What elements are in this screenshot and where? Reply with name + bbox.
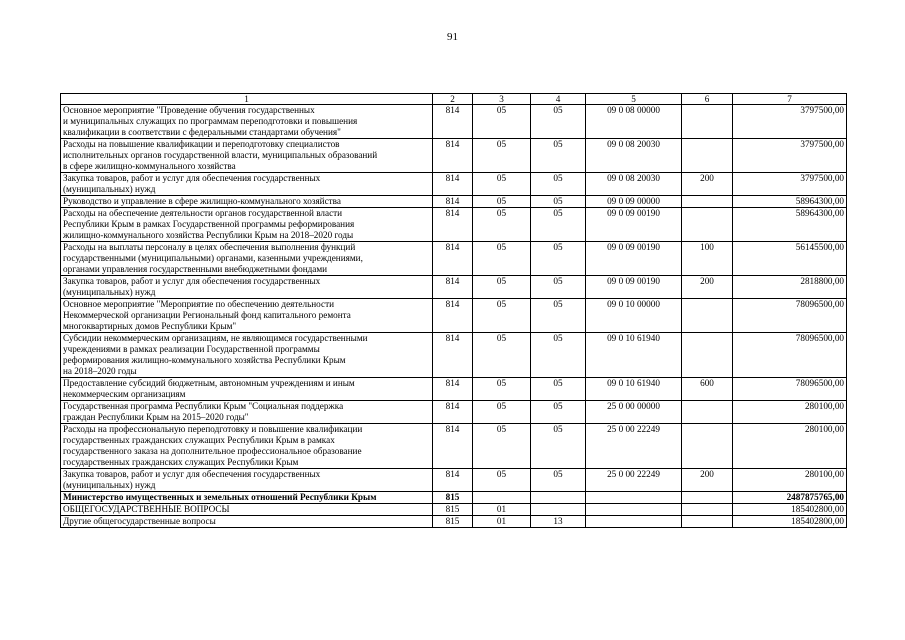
budget-table bbox=[60, 93, 847, 528]
table-row bbox=[61, 196, 847, 208]
table-row bbox=[61, 469, 847, 492]
section-cell: 05 bbox=[473, 469, 531, 492]
table-row bbox=[61, 139, 847, 173]
section-cell: 05 bbox=[473, 378, 531, 401]
target-article-cell: 25 0 00 22249 bbox=[586, 469, 682, 492]
row-name-cell: Расходы на повышение квалификации и переподготовку специалистов исполнительных органов государственной власти, муниципальных образований в сфере жилищно-коммунального хозяйства bbox=[61, 139, 433, 173]
section-cell: 05 bbox=[473, 242, 531, 276]
expense-type-cell bbox=[682, 424, 733, 469]
admin-code-cell: 814 bbox=[433, 105, 473, 139]
subsection-cell: 05 bbox=[531, 378, 586, 401]
target-article-cell: 09 0 08 20030 bbox=[586, 173, 682, 196]
admin-code-cell: 815 bbox=[433, 504, 473, 516]
section-cell: 05 bbox=[473, 401, 531, 424]
column-header: 7 bbox=[733, 94, 847, 105]
expense-type-cell bbox=[682, 139, 733, 173]
column-header: 4 bbox=[531, 94, 586, 105]
amount-cell: 280100,00 bbox=[733, 424, 847, 469]
subsection-cell: 05 bbox=[531, 242, 586, 276]
amount-cell: 78096500,00 bbox=[733, 378, 847, 401]
subsection-cell: 05 bbox=[531, 105, 586, 139]
row-name-cell: Закупка товаров, работ и услуг для обеспечения государственных (муниципальных) нужд bbox=[61, 469, 433, 492]
admin-code-cell: 814 bbox=[433, 424, 473, 469]
table-row bbox=[61, 242, 847, 276]
expense-type-cell: 100 bbox=[682, 242, 733, 276]
section-cell: 05 bbox=[473, 196, 531, 208]
subsection-cell: 05 bbox=[531, 469, 586, 492]
section-cell bbox=[473, 492, 531, 504]
subsection-cell: 05 bbox=[531, 299, 586, 333]
row-name-cell: Основное мероприятие "Проведение обучения государственных и муниципальных служащих по программам переподготовки и повышения квалификации в соответствии с федеральными стандартами обучения" bbox=[61, 105, 433, 139]
admin-code-cell: 814 bbox=[433, 196, 473, 208]
table-row bbox=[61, 208, 847, 242]
row-name-cell: Расходы на выплаты персоналу в целях обеспечения выполнения функций государственными (муниципальными) органами, казенными учреждениями, органами управления государственными внебюджетными фондами bbox=[61, 242, 433, 276]
section-cell: 05 bbox=[473, 139, 531, 173]
row-name-cell: Закупка товаров, работ и услуг для обеспечения государственных (муниципальных) нужд bbox=[61, 173, 433, 196]
table-row bbox=[61, 378, 847, 401]
expense-type-cell bbox=[682, 492, 733, 504]
amount-cell: 3797500,00 bbox=[733, 173, 847, 196]
admin-code-cell: 814 bbox=[433, 242, 473, 276]
table-row bbox=[61, 299, 847, 333]
section-cell: 01 bbox=[473, 516, 531, 528]
amount-cell: 58964300,00 bbox=[733, 196, 847, 208]
subsection-cell: 05 bbox=[531, 276, 586, 299]
table-row bbox=[61, 492, 847, 504]
target-article-cell: 09 0 08 20030 bbox=[586, 139, 682, 173]
admin-code-cell: 814 bbox=[433, 401, 473, 424]
expense-type-cell bbox=[682, 105, 733, 139]
admin-code-cell: 814 bbox=[433, 139, 473, 173]
table-row bbox=[61, 276, 847, 299]
expense-type-cell bbox=[682, 196, 733, 208]
expense-type-cell bbox=[682, 208, 733, 242]
amount-cell: 185402800,00 bbox=[733, 504, 847, 516]
column-header: 3 bbox=[473, 94, 531, 105]
row-name-cell: Расходы на обеспечение деятельности органов государственной власти Республики Крым в рамках Государственной программы реформирования жилищно-коммунального хозяйства Республики Крым на 2018–2020 годы bbox=[61, 208, 433, 242]
subsection-cell: 05 bbox=[531, 333, 586, 378]
row-name-cell: ОБЩЕГОСУДАРСТВЕННЫЕ ВОПРОСЫ bbox=[61, 504, 433, 516]
subsection-cell: 13 bbox=[531, 516, 586, 528]
table-row bbox=[61, 516, 847, 528]
column-header: 1 bbox=[61, 94, 433, 105]
section-cell: 05 bbox=[473, 276, 531, 299]
subsection-cell bbox=[531, 504, 586, 516]
target-article-cell: 09 0 09 00190 bbox=[586, 276, 682, 299]
table-row bbox=[61, 105, 847, 139]
amount-cell: 58964300,00 bbox=[733, 208, 847, 242]
amount-cell: 3797500,00 bbox=[733, 105, 847, 139]
target-article-cell: 09 0 10 61940 bbox=[586, 378, 682, 401]
expense-type-cell bbox=[682, 516, 733, 528]
expense-type-cell: 200 bbox=[682, 173, 733, 196]
admin-code-cell: 814 bbox=[433, 208, 473, 242]
row-name-cell: Государственная программа Республики Крым "Социальная поддержка граждан Республики Крым на 2015–2020 годы" bbox=[61, 401, 433, 424]
admin-code-cell: 814 bbox=[433, 299, 473, 333]
admin-code-cell: 814 bbox=[433, 173, 473, 196]
amount-cell: 280100,00 bbox=[733, 401, 847, 424]
amount-cell: 2487875765,00 bbox=[733, 492, 847, 504]
section-cell: 05 bbox=[473, 424, 531, 469]
target-article-cell: 09 0 10 61940 bbox=[586, 333, 682, 378]
row-name-cell: Другие общегосударственные вопросы bbox=[61, 516, 433, 528]
subsection-cell: 05 bbox=[531, 208, 586, 242]
column-header: 2 bbox=[433, 94, 473, 105]
subsection-cell: 05 bbox=[531, 401, 586, 424]
row-name-cell: Субсидии некоммерческим организациям, не являющимся государственными учреждениями в рамках реализации Государственной программы реформирования жилищно-коммунального хозяйства Республики Крым на 2018–2020 годы bbox=[61, 333, 433, 378]
amount-cell: 78096500,00 bbox=[733, 333, 847, 378]
target-article-cell: 25 0 00 00000 bbox=[586, 401, 682, 424]
subsection-cell bbox=[531, 492, 586, 504]
subsection-cell: 05 bbox=[531, 424, 586, 469]
table-row bbox=[61, 504, 847, 516]
subsection-cell: 05 bbox=[531, 196, 586, 208]
column-header: 6 bbox=[682, 94, 733, 105]
target-article-cell bbox=[586, 492, 682, 504]
column-header: 5 bbox=[586, 94, 682, 105]
amount-cell: 56145500,00 bbox=[733, 242, 847, 276]
table-header-row bbox=[61, 94, 847, 105]
amount-cell: 185402800,00 bbox=[733, 516, 847, 528]
table-row bbox=[61, 333, 847, 378]
page-number: 91 bbox=[447, 31, 458, 43]
admin-code-cell: 815 bbox=[433, 492, 473, 504]
expense-type-cell bbox=[682, 333, 733, 378]
target-article-cell: 09 0 09 00190 bbox=[586, 242, 682, 276]
expense-type-cell: 600 bbox=[682, 378, 733, 401]
section-cell: 01 bbox=[473, 504, 531, 516]
amount-cell: 280100,00 bbox=[733, 469, 847, 492]
row-name-cell: Министерство имущественных и земельных отношений Республики Крым bbox=[61, 492, 433, 504]
row-name-cell: Предоставление субсидий бюджетным, автономным учреждениям и иным некоммерческим организациям bbox=[61, 378, 433, 401]
expense-type-cell bbox=[682, 401, 733, 424]
admin-code-cell: 815 bbox=[433, 516, 473, 528]
amount-cell: 3797500,00 bbox=[733, 139, 847, 173]
row-name-cell: Руководство и управление в сфере жилищно-коммунального хозяйства bbox=[61, 196, 433, 208]
section-cell: 05 bbox=[473, 208, 531, 242]
amount-cell: 78096500,00 bbox=[733, 299, 847, 333]
admin-code-cell: 814 bbox=[433, 469, 473, 492]
amount-cell: 2818800,00 bbox=[733, 276, 847, 299]
section-cell: 05 bbox=[473, 173, 531, 196]
section-cell: 05 bbox=[473, 105, 531, 139]
expense-type-cell bbox=[682, 504, 733, 516]
admin-code-cell: 814 bbox=[433, 276, 473, 299]
target-article-cell bbox=[586, 516, 682, 528]
row-name-cell: Расходы на профессиональную переподготовку и повышение квалификации государственных гражданских служащих Республики Крым в рамках государственного заказа на дополнительное профессиональное образование государственных гражданских служащих Республики Крым bbox=[61, 424, 433, 469]
table-row bbox=[61, 424, 847, 469]
table-row bbox=[61, 173, 847, 196]
target-article-cell: 09 0 09 00190 bbox=[586, 208, 682, 242]
table-row bbox=[61, 401, 847, 424]
target-article-cell: 25 0 00 22249 bbox=[586, 424, 682, 469]
section-cell: 05 bbox=[473, 299, 531, 333]
target-article-cell: 09 0 08 00000 bbox=[586, 105, 682, 139]
subsection-cell: 05 bbox=[531, 139, 586, 173]
admin-code-cell: 814 bbox=[433, 378, 473, 401]
admin-code-cell: 814 bbox=[433, 333, 473, 378]
table-body bbox=[61, 105, 847, 528]
expense-type-cell: 200 bbox=[682, 276, 733, 299]
target-article-cell bbox=[586, 504, 682, 516]
target-article-cell: 09 0 10 00000 bbox=[586, 299, 682, 333]
subsection-cell: 05 bbox=[531, 173, 586, 196]
target-article-cell: 09 0 09 00000 bbox=[586, 196, 682, 208]
section-cell: 05 bbox=[473, 333, 531, 378]
expense-type-cell: 200 bbox=[682, 469, 733, 492]
expense-type-cell bbox=[682, 299, 733, 333]
row-name-cell: Основное мероприятие "Мероприятие по обеспечению деятельности Некоммерческой организации Региональный фонд капитального ремонта многоквартирных домов Республики Крым" bbox=[61, 299, 433, 333]
row-name-cell: Закупка товаров, работ и услуг для обеспечения государственных (муниципальных) нужд bbox=[61, 276, 433, 299]
